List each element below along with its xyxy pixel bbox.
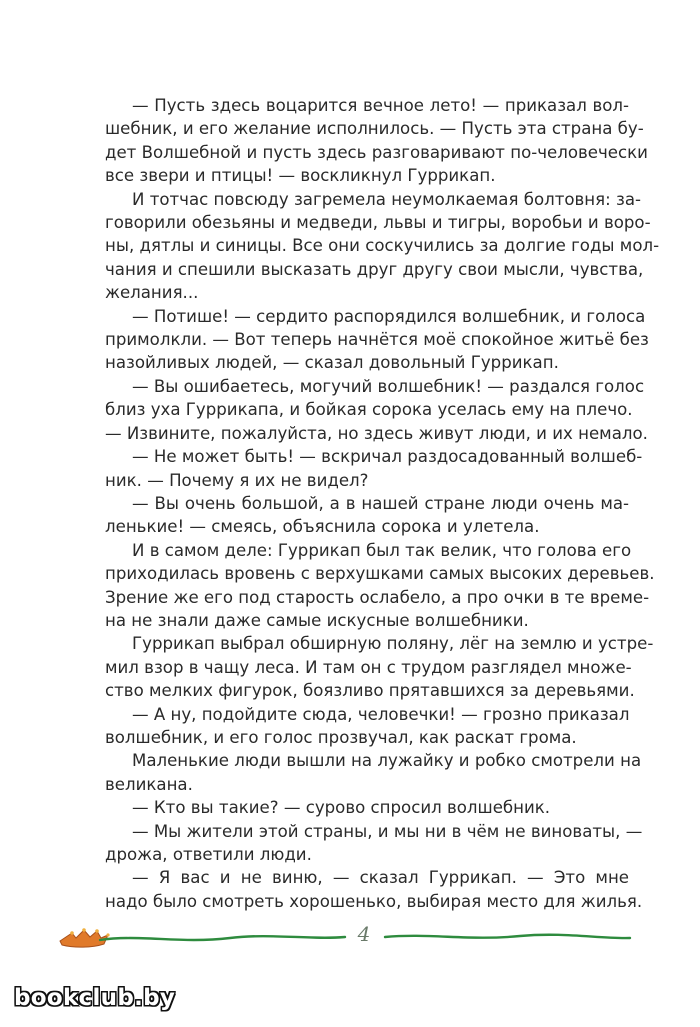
text-line: чания и спешили высказать друг другу свои мысли, чувства, [105, 259, 644, 279]
text-line: — А ну, подойдите сюда, человечки! — грозно приказал [132, 704, 630, 724]
paragraph [105, 866, 643, 913]
text-line: мил взор в чащу леса. И там он с трудом разглядел множе- [105, 657, 632, 677]
watermark: bookclub.by [14, 985, 176, 1011]
text-line: приходилась вровень с верхушками самых высоких деревьев. [105, 564, 655, 584]
vine-right [385, 935, 630, 938]
paragraph [105, 820, 643, 867]
paragraph [105, 703, 629, 750]
text-line: ны, дятлы и синицы. Все они соскучились за долгие годы мол- [105, 236, 660, 256]
text-line: дет Волшебной и пусть здесь разговаривают по-человечески [105, 142, 648, 162]
text-line: назойливых людей, — сказал довольный Гуррикап. [105, 353, 559, 373]
text-line: на не знали даже самые искусные волшебники. [105, 610, 529, 630]
text-line: — Потише! — сердито распорядился волшебник, и голоса [132, 306, 646, 326]
text-line: надо было смотреть хорошенько, выбирая место для жилья. [105, 891, 643, 911]
text-line: — Не может быть! — вскричал раздосадованный волшеб- [132, 447, 643, 467]
paragraph [105, 749, 642, 796]
text-line: — Вы ошибаетесь, могучий волшебник! — раздался голос [132, 376, 645, 396]
text-line: ство мелких фигурок, боязливо прятавшихся за деревьями. [105, 681, 635, 701]
paragraph [105, 796, 629, 819]
page-number: 4 [357, 922, 371, 946]
paragraph [105, 188, 660, 305]
body-text [105, 94, 660, 913]
paragraph [105, 492, 629, 539]
text-line: великана. [105, 774, 193, 794]
paragraph [105, 305, 649, 375]
text-line: Зрение же его под старость ослабело, а про очки в те време- [105, 587, 650, 607]
text-line: И в самом деле: Гуррикап был так велик, что голова его [132, 540, 632, 560]
text-line: ленькие! — смеясь, объяснила сорока и улетела. [105, 517, 540, 537]
text-line: И тотчас повсюду загремела неумолкаемая болтовня: за- [132, 189, 641, 209]
text-line: волшебник, и его голос прозвучал, как раскат грома. [105, 727, 577, 747]
text-line: — Кто вы такие? — сурово спросил волшебник. [132, 798, 551, 818]
text-line: — Извините, пожалуйста, но здесь живут люди, и их немало. [105, 423, 648, 443]
vine-left [100, 936, 345, 940]
text-line: примолкли. — Вот теперь начнётся моё спокойное житьё без [105, 330, 649, 350]
text-line: говорили обезьяны и медведи, львы и тигры, воробьи и воро- [105, 213, 651, 233]
text-line: — Мы жители этой страны, и мы ни в чём не виноваты, — [132, 821, 643, 841]
crown-ornament-icon [60, 928, 110, 947]
text-line: Маленькие люди вышли на лужайку и робко смотрели на [132, 751, 642, 771]
text-line: Гуррикап выбрал обширную поляну, лёг на землю и устре- [132, 634, 654, 654]
text-line: дрожа, ответили люди. [105, 845, 312, 864]
text-line: — Вы очень большой, а в нашей стране люди очень ма- [132, 493, 629, 513]
text-line: все звери и птицы! — воскликнул Гуррикап. [105, 166, 496, 186]
paragraph [105, 445, 643, 492]
paragraph [105, 539, 655, 633]
text-line: ник. — Почему я их не видел? [105, 470, 369, 490]
paragraph [105, 375, 648, 445]
text-line: близ уха Гуррикапа, и бойкая сорока уселась ему на плечо. [105, 400, 633, 420]
text-line: шебник, и его желание исполнилось. — Пусть эта страна бу- [105, 119, 644, 139]
text-line: желания... [105, 283, 199, 303]
paragraph [105, 632, 654, 702]
paragraph [105, 94, 648, 188]
text-line: — Пусть здесь воцарится вечное лето! — приказал вол- [132, 96, 629, 115]
text-line: — Я вас и не виню, — сказал Гуррикап. — Это мне [132, 868, 629, 888]
